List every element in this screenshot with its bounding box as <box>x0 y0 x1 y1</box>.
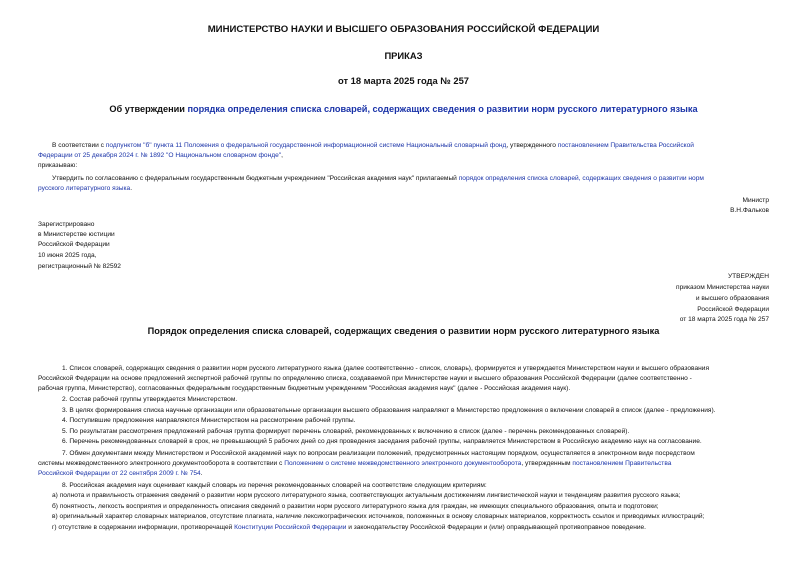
registration-line: Зарегистрировано <box>38 221 95 228</box>
decision-link-procedure[interactable]: порядок определения списка словарей, содержащих сведения о развитии норм <box>458 175 704 182</box>
item-7-text: . <box>200 470 203 477</box>
decision-line-2 <box>38 184 132 194</box>
item-1-line-1: 1. Список словарей, содержащих сведения о развитии норм русского литературного языка (далее соответственно - список, словарь), формируется и утверждается Министерством науки и высшего образования <box>62 365 710 372</box>
item-7-line-3 <box>38 469 203 479</box>
item-6: 6. Перечень рекомендованных словарей в срок, не превышающий 5 рабочих дней со дня проведения заседания рабочей группы, направляется Министерством в Российскую академию наук на согласование. <box>62 438 702 445</box>
procedure-title: Порядок определения списка словарей, содержащих сведения о развитии норм русского литературного языка <box>147 326 660 336</box>
item-2: 2. Состав рабочей группы утверждается Министерством. <box>62 396 238 403</box>
order-title-link[interactable]: порядка определения списка словарей, содержащих сведения о развитии норм русского литературного языка <box>187 104 698 114</box>
item-1-line-2: Российской Федерации на основе предложений экспертной рабочей группы по определению списка, создаваемой при Министерстве науки и высшего образования Российской Федерации (далее соответственно - <box>38 375 692 382</box>
order-title-prefix: Об утверждении <box>109 104 188 114</box>
approval-line: УТВЕРЖДЕН <box>727 273 769 280</box>
item-7-text: системы межведомственного электронного документооборота в соответствии с <box>38 460 285 467</box>
criterion-g-text: г) отсутствие в содержании информации, противоречащей <box>52 524 235 531</box>
item-8: 8. Российская академия наук оценивает каждый словарь из перечня рекомендованных словарей на соответствие следующим критериям: <box>62 482 487 489</box>
registration-line: 10 июня 2025 года, <box>38 252 97 259</box>
criterion-g <box>52 523 646 533</box>
approval-line: Российской Федерации <box>697 306 769 313</box>
preamble-text: , утвержденного <box>506 142 558 149</box>
ministry-heading: МИНИСТЕРСТВО НАУКИ И ВЫСШЕГО ОБРАЗОВАНИЯ РОССИЙСКОЙ ФЕДЕРАЦИИ <box>207 24 600 35</box>
criterion-a: а) полнота и правильность отражения сведений о развитии норм русского литературного языка, соответствующих актуальным достижениям лингвистической науки и тенденциям развития русского языка; <box>52 492 681 499</box>
item-7-text: , утвержденным <box>521 460 573 467</box>
item-7-line-1: 7. Обмен документами между Министерством и Российской академией наук по вопросам реализации положений, предусмотренных настоящим порядком, осуществляется в электронном виде посредством <box>62 450 695 457</box>
signature-position: Министр <box>742 197 769 204</box>
signature-name: В.Н.Фальков <box>730 207 769 214</box>
approval-line: и высшего образования <box>695 295 769 302</box>
registration-line: в Министерстве юстиции <box>38 231 115 238</box>
item-3: 3. В целях формирования списка научные организации или образовательные организации высшего образования направляют в Министерство предложения о включении словарей в список (далее - предложения). <box>62 407 716 414</box>
order-date-number: от 18 марта 2025 года № 257 <box>337 75 470 86</box>
item-7-link-resolution-cont[interactable]: Российской Федерации от 22 сентября 2009 г. № 754 <box>38 470 201 477</box>
decision-text: . <box>130 185 133 192</box>
approval-line: от 18 марта 2025 года № 257 <box>679 316 769 323</box>
order-title <box>0 104 807 114</box>
doc-type-heading: ПРИКАЗ <box>384 50 423 61</box>
criterion-g-text: и законодательству Российской Федерации и (или) оправдывающей противоправное поведение. <box>346 524 647 531</box>
criterion-b: б) понятность, легкость восприятия и определенность описания сведений о развитии норм русского литературного языка для граждан, не имеющих специального образования, опыта и подготовки; <box>52 503 659 510</box>
preamble-text: В соответствии с <box>52 142 106 149</box>
order-word: приказываю: <box>38 162 78 169</box>
registration-line: Российской Федерации <box>38 241 110 248</box>
preamble-link-resolution[interactable]: постановлением Правительства Российской <box>557 142 694 149</box>
decision-link-procedure-cont[interactable]: русского литературного языка <box>38 185 131 192</box>
constitution-link[interactable]: Конституции Российской Федерации <box>234 524 347 531</box>
item-7-link-resolution[interactable]: постановлением Правительства <box>572 460 672 467</box>
decision-text: Утвердить по согласованию с федеральным государственным бюджетным учреждением "Российская академия наук" прилагаемый <box>52 175 459 182</box>
item-7-line-2 <box>38 459 671 469</box>
criterion-v: в) оригинальный характер словарных материалов, отсутствие плагиата, наличие лексикографических источников, положенных в основу словарных материалов, корректность ссылок и приводимых иллюстраций; <box>52 513 705 520</box>
item-7-link-edms[interactable]: Положением о системе межведомственного электронного документооборота <box>284 460 522 467</box>
preamble-link-resolution-cont[interactable]: Федерации от 25 декабря 2024 г. № 1892 "О Национальном словарном фонде" <box>38 152 282 159</box>
preamble-line-1 <box>52 141 694 151</box>
decision-line-1 <box>52 174 704 184</box>
approval-line: приказом Министерства науки <box>676 284 769 291</box>
preamble-line-2 <box>38 151 283 161</box>
registration-line: регистрационный № 82592 <box>38 263 121 270</box>
item-1-line-3: рабочая группа, Министерство), согласованных федеральным государственным бюджетным учреждением "Российская академия наук" (далее - Российская академия наук). <box>38 385 571 392</box>
preamble-text: , <box>281 152 283 159</box>
item-5: 5. По результатам рассмотрения предложений рабочая группа формирует перечень словарей, рекомендованных к включению в список (далее - перечень рекомендованных словарей). <box>62 428 630 435</box>
item-4: 4. Поступившие предложения направляются Министерством на рассмотрение рабочей группы. <box>62 417 356 424</box>
preamble-link-regulation[interactable]: подпунктом "б" пункта 11 Положения о федеральной государственной информационной системе Национальный словарный фонд <box>105 142 507 149</box>
